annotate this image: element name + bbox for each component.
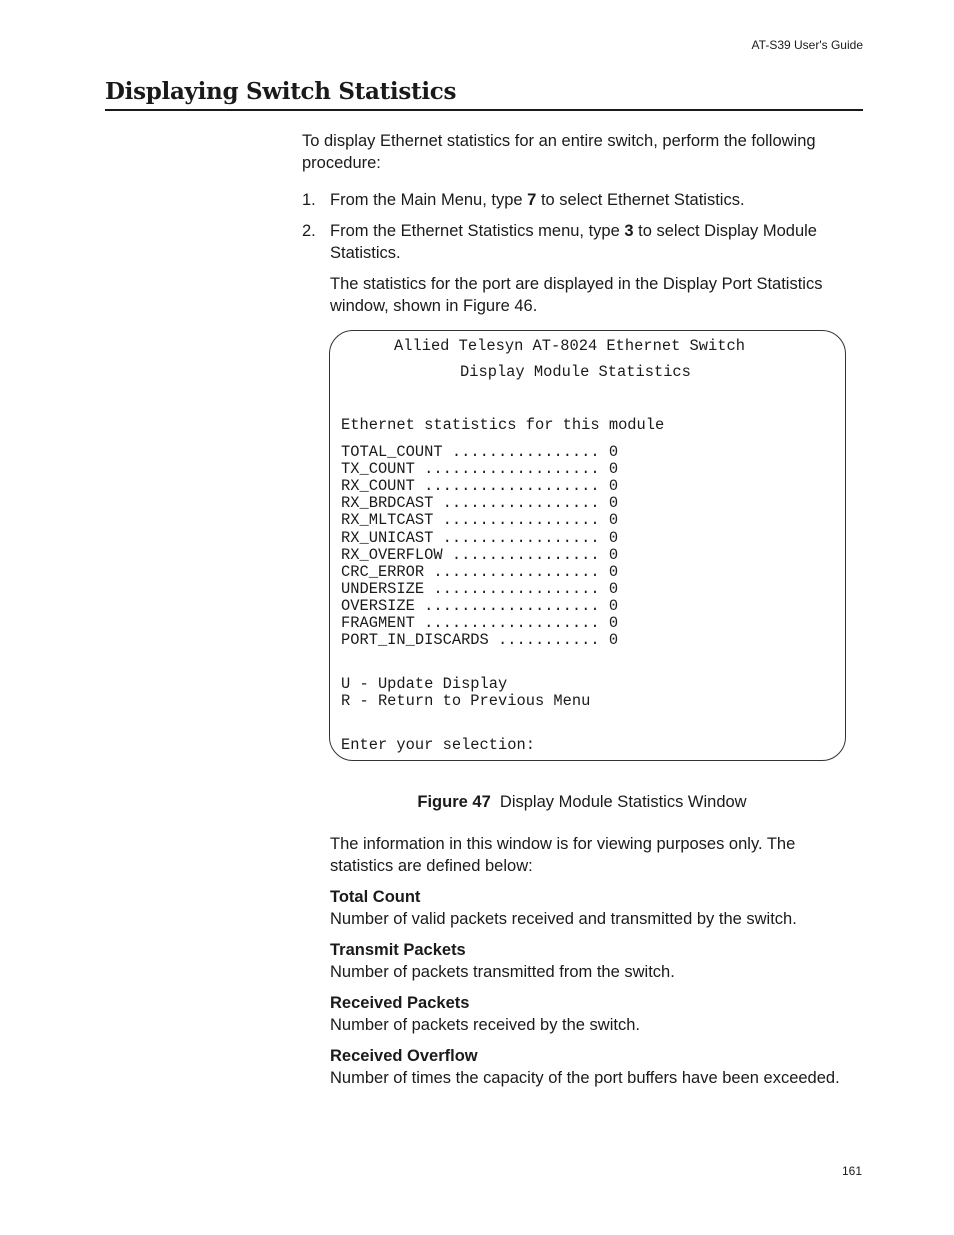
- stat-leader: ...................: [424, 460, 600, 479]
- stat-leader: ..................: [433, 562, 600, 581]
- stat-leader: .................: [442, 511, 600, 530]
- stat-leader: ................: [451, 443, 600, 461]
- stat-leader: ...................: [424, 596, 600, 615]
- stat-row: [341, 631, 618, 649]
- menu-option-return[interactable]: R - Return to Previous Menu: [341, 692, 591, 710]
- step-text: From the Ethernet Statistics menu, type 3 to select Display Module Statistics.: [330, 222, 817, 262]
- stat-value: 0: [608, 631, 619, 650]
- stat-row: [341, 546, 618, 564]
- step-2: [302, 220, 862, 264]
- step-text: From the Main Menu, type 7 to select Ethernet Statistics.: [330, 191, 745, 209]
- intro-paragraph: To display Ethernet statistics for an entire switch, perform the following procedure:: [302, 132, 816, 172]
- definition-total-count: [330, 886, 850, 930]
- stat-row: [341, 477, 618, 495]
- definition-desc: Number of packets transmitted from the switch.: [330, 963, 675, 981]
- info-paragraph: The information in this window is for viewing purposes only. The statistics are defined below:: [330, 835, 796, 875]
- stat-leader: .................: [442, 494, 600, 513]
- definition-received-overflow: [330, 1045, 850, 1089]
- stat-leader: .................: [442, 528, 600, 547]
- stat-label: TX_COUNT: [341, 460, 415, 479]
- selection-prompt[interactable]: Enter your selection:: [341, 736, 535, 754]
- step-key: 7: [527, 191, 537, 209]
- terminal-window: [329, 330, 846, 761]
- figure-caption: [0, 793, 954, 812]
- stat-value: 0: [608, 614, 619, 632]
- stat-leader: ...................: [424, 477, 600, 496]
- stat-label: CRC_ERROR: [341, 562, 425, 581]
- stat-value: 0: [608, 596, 619, 615]
- definition-desc: Number of times the capacity of the port buffers have been exceeded.: [330, 1069, 840, 1087]
- page-number: 161: [841, 1164, 862, 1178]
- stat-label: RX_OVERFLOW: [341, 545, 443, 564]
- stat-leader: ...........: [498, 631, 600, 650]
- running-header: AT-S39 User's Guide: [751, 38, 863, 52]
- terminal-section-label: Ethernet statistics for this module: [341, 416, 665, 434]
- stat-label: RX_MLTCAST: [341, 511, 434, 530]
- definition-term: Received Packets: [330, 994, 470, 1012]
- terminal-title: Allied Telesyn AT-8024 Ethernet Switch: [394, 337, 745, 355]
- stat-row: [341, 511, 618, 529]
- step-number: 1.: [302, 191, 316, 209]
- stat-row: [341, 443, 618, 461]
- definition-term: Received Overflow: [330, 1047, 478, 1065]
- stat-label: FRAGMENT: [341, 614, 415, 632]
- stat-row: [341, 460, 618, 478]
- stat-row: [341, 563, 618, 581]
- section-title: Displaying Switch Statistics: [105, 78, 863, 111]
- definition-desc: Number of valid packets received and transmitted by the switch.: [330, 910, 797, 928]
- stat-label: TOTAL_COUNT: [341, 443, 443, 461]
- stat-value: 0: [608, 443, 619, 461]
- definition-received-packets: [330, 992, 850, 1036]
- stat-leader: ................: [451, 545, 600, 564]
- stat-row: [341, 614, 618, 632]
- stat-label: UNDERSIZE: [341, 579, 425, 598]
- stat-leader: ..................: [433, 579, 600, 598]
- stat-label: RX_UNICAST: [341, 528, 434, 547]
- step-note: The statistics for the port are displayed in the Display Port Statistics window, shown in Figure 46.: [330, 275, 823, 315]
- stat-label: RX_BRDCAST: [341, 494, 434, 513]
- definition-term: Transmit Packets: [330, 941, 466, 959]
- stat-value: 0: [608, 460, 619, 479]
- stat-value: 0: [608, 579, 619, 598]
- stat-value: 0: [608, 562, 619, 581]
- figure-title: Display Module Statistics Window: [499, 793, 747, 811]
- figure-label: Figure 47: [417, 793, 491, 811]
- stat-row: [341, 529, 618, 547]
- stat-value: 0: [608, 494, 619, 513]
- step-number: 2.: [302, 222, 316, 240]
- menu-option-update[interactable]: U - Update Display: [341, 675, 508, 693]
- stat-value: 0: [608, 511, 619, 530]
- definition-transmit-packets: [330, 939, 850, 983]
- stat-row: [341, 597, 618, 615]
- terminal-subtitle: Display Module Statistics: [460, 363, 691, 381]
- definition-term: Total Count: [330, 888, 421, 906]
- stat-value: 0: [608, 545, 619, 564]
- step-key: 3: [624, 222, 634, 240]
- stat-value: 0: [608, 477, 619, 496]
- stat-label: PORT_IN_DISCARDS: [341, 631, 489, 650]
- stat-label: RX_COUNT: [341, 477, 415, 496]
- stat-row: [341, 494, 618, 512]
- stat-label: OVERSIZE: [341, 596, 415, 615]
- stat-leader: ...................: [424, 614, 600, 632]
- stat-value: 0: [608, 528, 619, 547]
- definition-desc: Number of packets received by the switch.: [330, 1016, 640, 1034]
- stat-row: [341, 580, 618, 598]
- step-1: [302, 189, 862, 211]
